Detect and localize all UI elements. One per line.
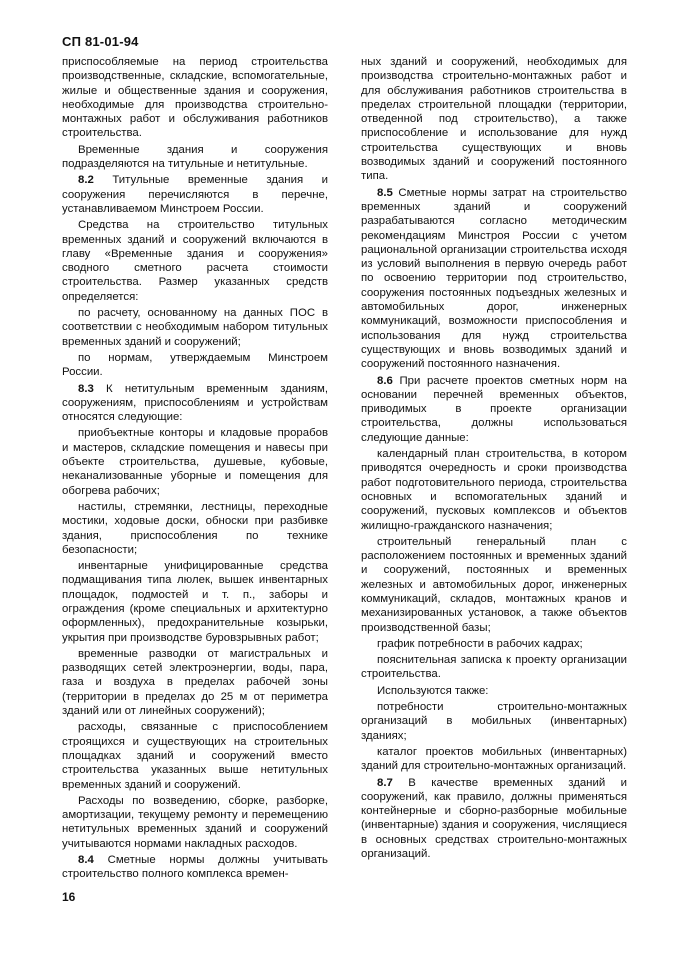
paragraph: [361, 374, 627, 445]
document-code-header: СП 81-01-94: [62, 34, 139, 49]
paragraph: [62, 647, 328, 718]
paragraph-text: календарный план строительства, в котором приводятся очередность и сроки производства работ подготовительного периода, строительства основных и вспомогательных зданий и сооружений, пусковых комплексов и объектов жилищно-гражданского назначения;: [361, 448, 627, 532]
paragraph: [361, 700, 627, 743]
paragraph-text: по расчету, основанному на данных ПОС в соответствии с необходимым набором титульных временных зданий и сооружений;: [62, 307, 328, 348]
paragraph: [361, 653, 627, 682]
clause-number: 8.7: [377, 776, 393, 789]
paragraph-text: К нетитульным временным зданиям, сооружениям, приспособлениям и устройствам относятся следующие:: [62, 382, 328, 424]
paragraph: [62, 720, 328, 791]
paragraph-text: При расчете проектов сметных норм на основании перечней временных объектов, приводимых в проекте организации строительства, должны использоваться следующие данные:: [361, 374, 627, 444]
paragraph-text: расходы, связанные с приспособлением строящихся и существующих на строительных площадках зданий и сооружений вместо строительства указанных выше нетитульных временных зданий и сооружений.: [62, 721, 328, 791]
paragraph-text: приспособляемые на период строительства производственные, складские, вспомогательные, жилые и общественные здания и сооружения, необходимые для производства строительно-монтажных работ и обслуживания работников строительства.: [62, 56, 328, 140]
paragraph-text: временные разводки от магистральных и разводящих сетей электроэнергии, воды, пара, газа и воздуха в пределах рабочей зоны (территории в пределах до 25 м от периметра зданий или от линейных сооружений);: [62, 647, 328, 718]
clause-number: 8.4: [78, 854, 94, 867]
left-text-column: [62, 55, 328, 884]
paragraph: [361, 535, 627, 635]
paragraph-text: Расходы по возведению, сборке, разборке, амортизации, текущему ремонту и перемещению нетитульных временных зданий и сооружений учитываются нормами накладных расходов.: [62, 794, 328, 850]
paragraph: [62, 559, 328, 645]
paragraph: [62, 306, 328, 349]
clause-number: 8.6: [377, 374, 393, 387]
paragraph: [62, 500, 328, 557]
paragraph: [361, 684, 627, 698]
paragraph-text: Сметные нормы должны учитывать строительство полного комплекса времен-: [62, 854, 328, 881]
paragraph: [361, 447, 627, 533]
paragraph-text: пояснительная записка к проекту организации строительства.: [361, 654, 627, 681]
paragraph: [62, 55, 328, 141]
paragraph-text: потребности строительно-монтажных организаций в мобильных (инвентарных) зданиях;: [361, 701, 627, 742]
paragraph-text: настилы, стремянки, лестницы, переходные мостики, ходовые доски, обноски при разбивке здания, приспособления по технике безопасности;: [62, 500, 328, 556]
paragraph-text: каталог проектов мобильных (инвентарных) зданий для строительно-монтажных организаций.: [361, 745, 627, 773]
clause-number: 8.2: [78, 174, 94, 187]
paragraph: [62, 218, 328, 304]
paragraph-text: ных зданий и сооружений, необходимых для производства строительно-монтажных работ и для обслуживания работников строительства в пределах строительной площадки (территории, отведенной под строительство), а также приспособление и использование для нужд строительства существующих и вновь возводимых зданий и сооружений постоянного типа.: [361, 56, 627, 183]
paragraph: [361, 55, 627, 184]
paragraph-text: по нормам, утверждаемым Минстроем России.: [62, 351, 328, 379]
paragraph: [62, 426, 328, 497]
paragraph: [361, 745, 627, 774]
paragraph-text: В качестве временных зданий и сооружений, как правило, должны применяться контейнерные и сборно-разборные мобильные (инвентарные) здания и сооружения, числящиеся в основных средствах строительно-монтажных организаций.: [361, 776, 627, 861]
paragraph: [62, 794, 328, 851]
paragraph-text: Средства на строительство титульных временных зданий и сооружений включаются в главу «Временные здания и сооружения» сводного сметного расчета стоимости строительства. Размер указанных средств определяется:: [62, 219, 328, 303]
paragraph: [361, 776, 627, 862]
paragraph-text: Используются также:: [377, 684, 489, 697]
right-text-column: [361, 55, 627, 863]
paragraph: [361, 637, 627, 651]
paragraph-text: график потребности в рабочих кадрах;: [377, 637, 583, 650]
paragraph: [62, 351, 328, 380]
clause-number: 8.3: [78, 382, 94, 395]
paragraph: [62, 853, 328, 882]
clause-number: 8.5: [377, 186, 393, 199]
paragraph-text: Сметные нормы затрат на строительство временных зданий и сооружений разрабатываются согласно методическим рекомендациям Минстроя России с учетом рациональной организации строительства исходя из условий выполнения в первую очередь работ по освоению территории под строительство, сооружения постоянных подъездных железных и автомобильных дорог, инженерных коммуникаций, возможности приспособления и использования для нужд строительства существующих и вновь возводимых зданий и сооружений постоянного назначения.: [361, 186, 627, 371]
paragraph-text: Временные здания и сооружения подразделяются на титульные и нетитульные.: [62, 143, 328, 171]
paragraph-text: строительный генеральный план с расположением постоянных и временных зданий и сооружений, постоянных и временных железных и автомобильных дорог, инженерных коммуникаций, складов, монтажных кранов и механизированных установок, а также объектов производственной базы;: [361, 535, 627, 634]
page-number: 16: [62, 890, 76, 904]
paragraph: [62, 143, 328, 172]
paragraph-text: Титульные временные здания и сооружения перечисляются в перечне, устанавливаемом Минстроем России.: [62, 174, 328, 215]
paragraph: [62, 382, 328, 425]
paragraph-text: приобъектные конторы и кладовые прорабов и мастеров, складские помещения и навесы при объекте строительства, душевые, кубовые, неканализованные уборные и помещения для обогрева рабочих;: [62, 427, 328, 497]
paragraph: [62, 173, 328, 216]
paragraph-text: инвентарные унифицированные средства подмащивания типа люлек, вышек инвентарных площадок, подмостей и т. п., заборы и ограждения (кроме специальных и архитектурно оформленных), предохранительные козырьки, укрытия при производстве буровзрывных работ;: [62, 560, 328, 644]
paragraph: [361, 186, 627, 372]
